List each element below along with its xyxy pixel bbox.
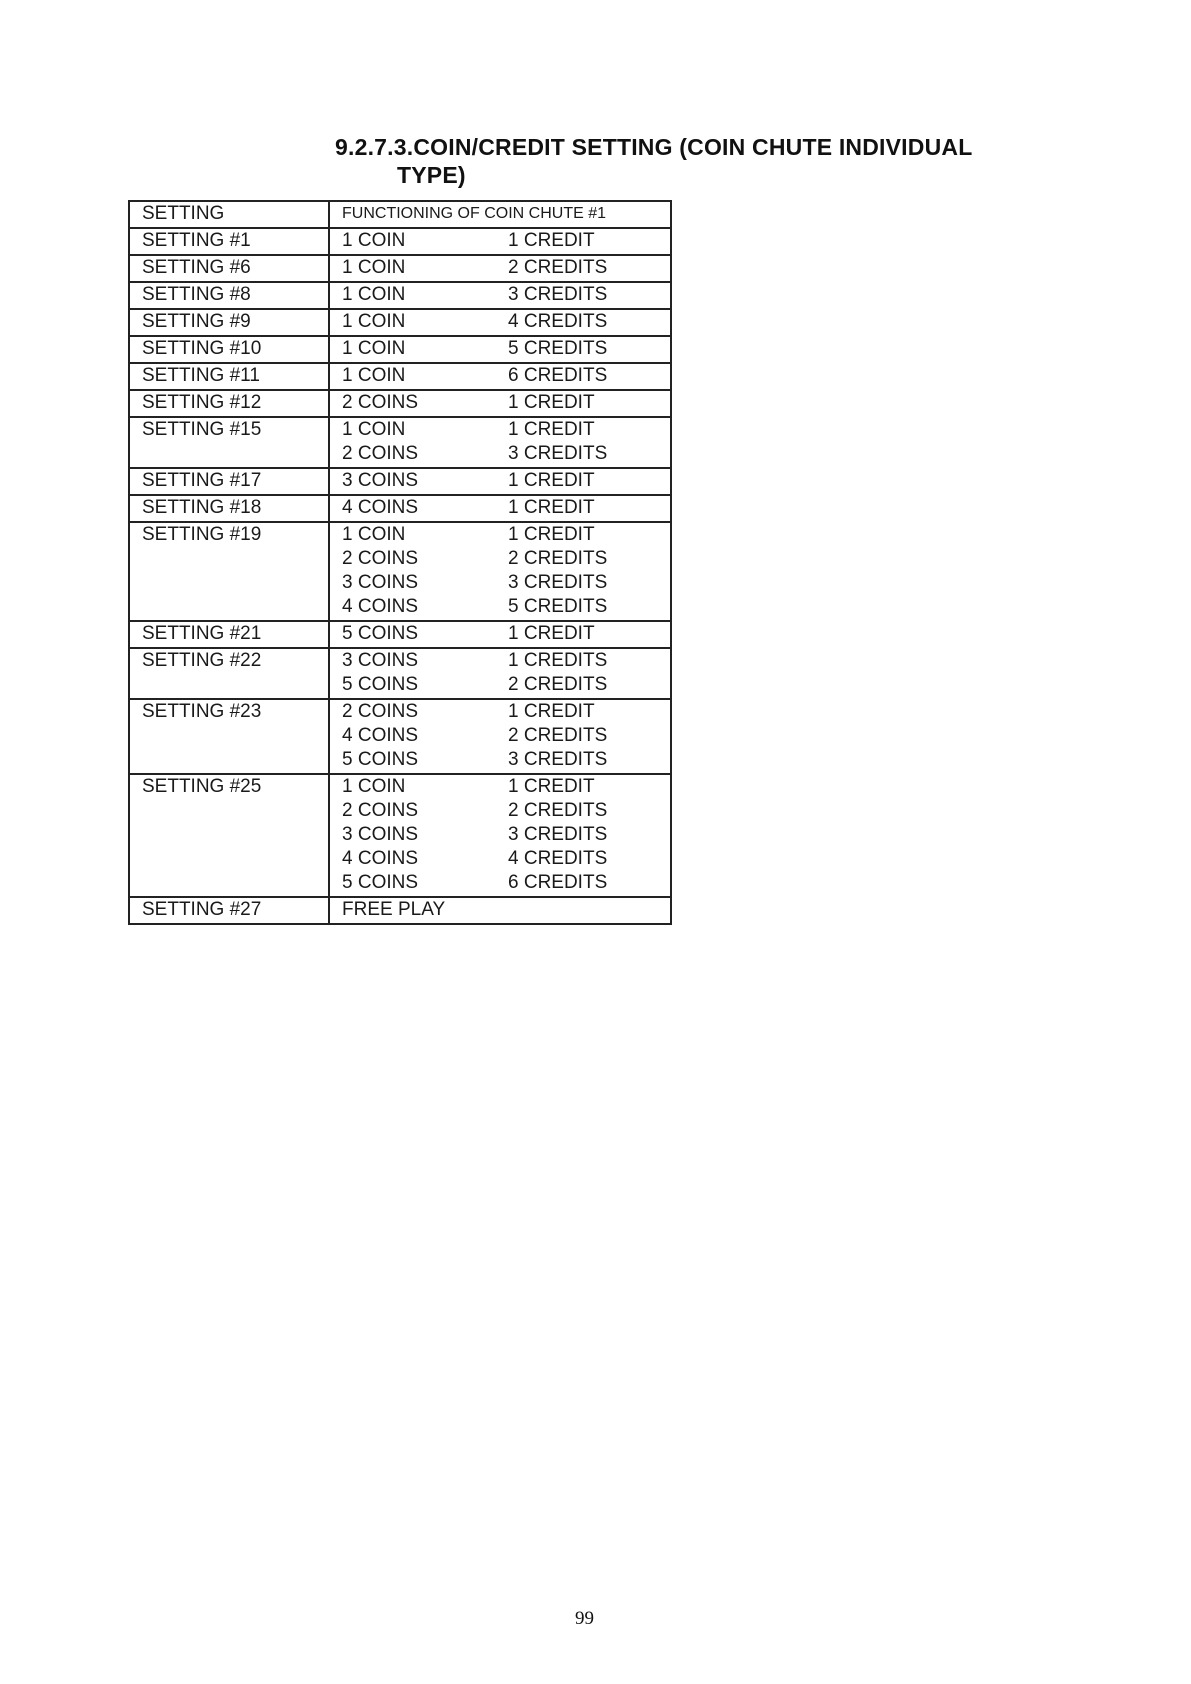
coin-credit-table [128, 200, 672, 925]
coin-value: 2 COINS [342, 443, 419, 464]
coin-credit-entry [342, 823, 670, 847]
table-row [129, 648, 671, 699]
coin-credit-entry [342, 622, 670, 646]
coin-value: 5 COINS [342, 749, 419, 770]
header-function: FUNCTIONING OF COIN CHUTE #1 [329, 201, 671, 228]
function-cell [329, 621, 671, 648]
coin-credit-entry [342, 496, 670, 520]
credit-value: 1 CREDIT [508, 392, 595, 413]
table-header-row [129, 201, 671, 228]
function-cell [329, 699, 671, 774]
coin-credit-entry [342, 673, 670, 697]
setting-cell [129, 255, 329, 282]
coin-credit-entry [342, 229, 670, 253]
function-cell [329, 774, 671, 897]
credit-value: 3 CREDITS [508, 284, 608, 305]
setting-cell [129, 228, 329, 255]
setting-cell [129, 699, 329, 774]
table-row [129, 228, 671, 255]
credit-value: 1 CREDIT [508, 524, 595, 545]
header-setting: SETTING [129, 201, 329, 228]
function-cell [329, 468, 671, 495]
credit-value: 1 CREDIT [508, 230, 595, 251]
coin-credit-entry [342, 871, 670, 895]
credit-value: 4 CREDITS [508, 848, 608, 869]
coin-value: 1 COIN [342, 338, 406, 359]
coin-credit-entry [342, 283, 670, 307]
coin-value: 5 COINS [342, 623, 419, 644]
function-cell [329, 336, 671, 363]
table-row [129, 897, 671, 924]
setting-cell [129, 417, 329, 468]
credit-value: 1 CREDIT [508, 470, 595, 491]
setting-label: SETTING #27 [142, 899, 262, 920]
table-row [129, 522, 671, 621]
coin-value: 2 COINS [342, 548, 419, 569]
function-cell [329, 390, 671, 417]
setting-cell [129, 522, 329, 621]
coin-value: 5 COINS [342, 872, 419, 893]
coin-value: 5 COINS [342, 674, 419, 695]
function-cell [329, 522, 671, 621]
coin-credit-entry [342, 256, 670, 280]
credit-value: 1 CREDIT [508, 623, 595, 644]
coin-credit-entry [342, 523, 670, 547]
coin-credit-entry [342, 391, 670, 415]
coin-value: 1 COIN [342, 419, 406, 440]
section-heading [335, 133, 1035, 189]
table-row [129, 495, 671, 522]
function-cell [329, 363, 671, 390]
coin-value: 3 COINS [342, 572, 419, 593]
table-row [129, 699, 671, 774]
table-row [129, 282, 671, 309]
credit-value: 1 CREDIT [508, 701, 595, 722]
setting-label: SETTING #23 [142, 701, 262, 722]
coin-credit-entry [342, 724, 670, 748]
coin-credit-entry [342, 571, 670, 595]
setting-label: SETTING #10 [142, 338, 262, 359]
coin-value: 2 COINS [342, 392, 419, 413]
table-row [129, 774, 671, 897]
coin-credit-entry [342, 847, 670, 871]
coin-credit-entry [342, 595, 670, 619]
setting-cell [129, 336, 329, 363]
credit-value: 2 CREDITS [508, 725, 608, 746]
table-row [129, 621, 671, 648]
coin-value: 4 COINS [342, 497, 419, 518]
setting-cell [129, 468, 329, 495]
table-row [129, 390, 671, 417]
credit-value: 6 CREDITS [508, 872, 608, 893]
coin-credit-entry [342, 898, 670, 922]
function-cell [329, 417, 671, 468]
setting-label: SETTING #12 [142, 392, 262, 413]
credit-value: 2 CREDITS [508, 674, 608, 695]
coin-credit-entry [342, 748, 670, 772]
coin-credit-entry [342, 469, 670, 493]
table-row [129, 255, 671, 282]
setting-label: SETTING #1 [142, 230, 251, 251]
coin-value: 3 COINS [342, 470, 419, 491]
credit-value: 2 CREDITS [508, 257, 608, 278]
setting-cell [129, 897, 329, 924]
credit-value: 1 CREDIT [508, 419, 595, 440]
setting-label: SETTING #17 [142, 470, 262, 491]
coin-value: 1 COIN [342, 230, 406, 251]
coin-value: 2 COINS [342, 800, 419, 821]
coin-value: 4 COINS [342, 725, 419, 746]
credit-value: 3 CREDITS [508, 443, 608, 464]
coin-credit-entry [342, 700, 670, 724]
coin-credit-entry [342, 547, 670, 571]
coin-credit-entry [342, 442, 670, 466]
setting-cell [129, 363, 329, 390]
function-cell [329, 228, 671, 255]
credit-value: 3 CREDITS [508, 749, 608, 770]
page-number: 99 [575, 1608, 594, 1629]
function-cell [329, 309, 671, 336]
setting-cell [129, 621, 329, 648]
credit-value: 6 CREDITS [508, 365, 608, 386]
coin-value: 2 COINS [342, 701, 419, 722]
setting-cell [129, 495, 329, 522]
table-row [129, 309, 671, 336]
table-row [129, 336, 671, 363]
setting-label: SETTING #8 [142, 284, 251, 305]
coin-credit-entry [342, 310, 670, 334]
function-cell [329, 495, 671, 522]
function-cell [329, 282, 671, 309]
section-heading-line1: 9.2.7.3.COIN/CREDIT SETTING (COIN CHUTE INDIVIDUAL [335, 134, 973, 160]
coin-credit-entry [342, 337, 670, 361]
setting-label: SETTING #9 [142, 311, 251, 332]
credit-value: 2 CREDITS [508, 800, 608, 821]
setting-label: SETTING #21 [142, 623, 262, 644]
coin-value: 1 COIN [342, 365, 406, 386]
coin-value: 3 COINS [342, 650, 419, 671]
section-heading-line2: TYPE) [397, 162, 466, 188]
setting-cell [129, 648, 329, 699]
coin-value: 1 COIN [342, 284, 406, 305]
coin-value: FREE PLAY [342, 899, 446, 920]
coin-value: 1 COIN [342, 257, 406, 278]
credit-value: 1 CREDIT [508, 497, 595, 518]
coin-credit-entry [342, 799, 670, 823]
credit-value: 4 CREDITS [508, 311, 608, 332]
credit-value: 1 CREDITS [508, 650, 608, 671]
coin-credit-entry [342, 364, 670, 388]
setting-label: SETTING #6 [142, 257, 251, 278]
function-cell [329, 648, 671, 699]
coin-credit-entry [342, 418, 670, 442]
coin-credit-entry [342, 649, 670, 673]
coin-value: 1 COIN [342, 311, 406, 332]
coin-value: 1 COIN [342, 776, 406, 797]
setting-cell [129, 390, 329, 417]
credit-value: 3 CREDITS [508, 824, 608, 845]
coin-value: 3 COINS [342, 824, 419, 845]
coin-value: 4 COINS [342, 848, 419, 869]
setting-label: SETTING #19 [142, 524, 262, 545]
setting-label: SETTING #15 [142, 419, 262, 440]
function-cell [329, 897, 671, 924]
coin-value: 4 COINS [342, 596, 419, 617]
coin-value: 1 COIN [342, 524, 406, 545]
setting-label: SETTING #22 [142, 650, 262, 671]
credit-value: 2 CREDITS [508, 548, 608, 569]
credit-value: 5 CREDITS [508, 596, 608, 617]
credit-value: 1 CREDIT [508, 776, 595, 797]
table-row [129, 417, 671, 468]
setting-label: SETTING #11 [142, 365, 260, 386]
setting-label: SETTING #25 [142, 776, 262, 797]
function-cell [329, 255, 671, 282]
setting-label: SETTING #18 [142, 497, 262, 518]
table-row [129, 363, 671, 390]
setting-cell [129, 774, 329, 897]
setting-cell [129, 309, 329, 336]
credit-value: 3 CREDITS [508, 572, 608, 593]
setting-cell [129, 282, 329, 309]
credit-value: 5 CREDITS [508, 338, 608, 359]
coin-credit-entry [342, 775, 670, 799]
table-row [129, 468, 671, 495]
